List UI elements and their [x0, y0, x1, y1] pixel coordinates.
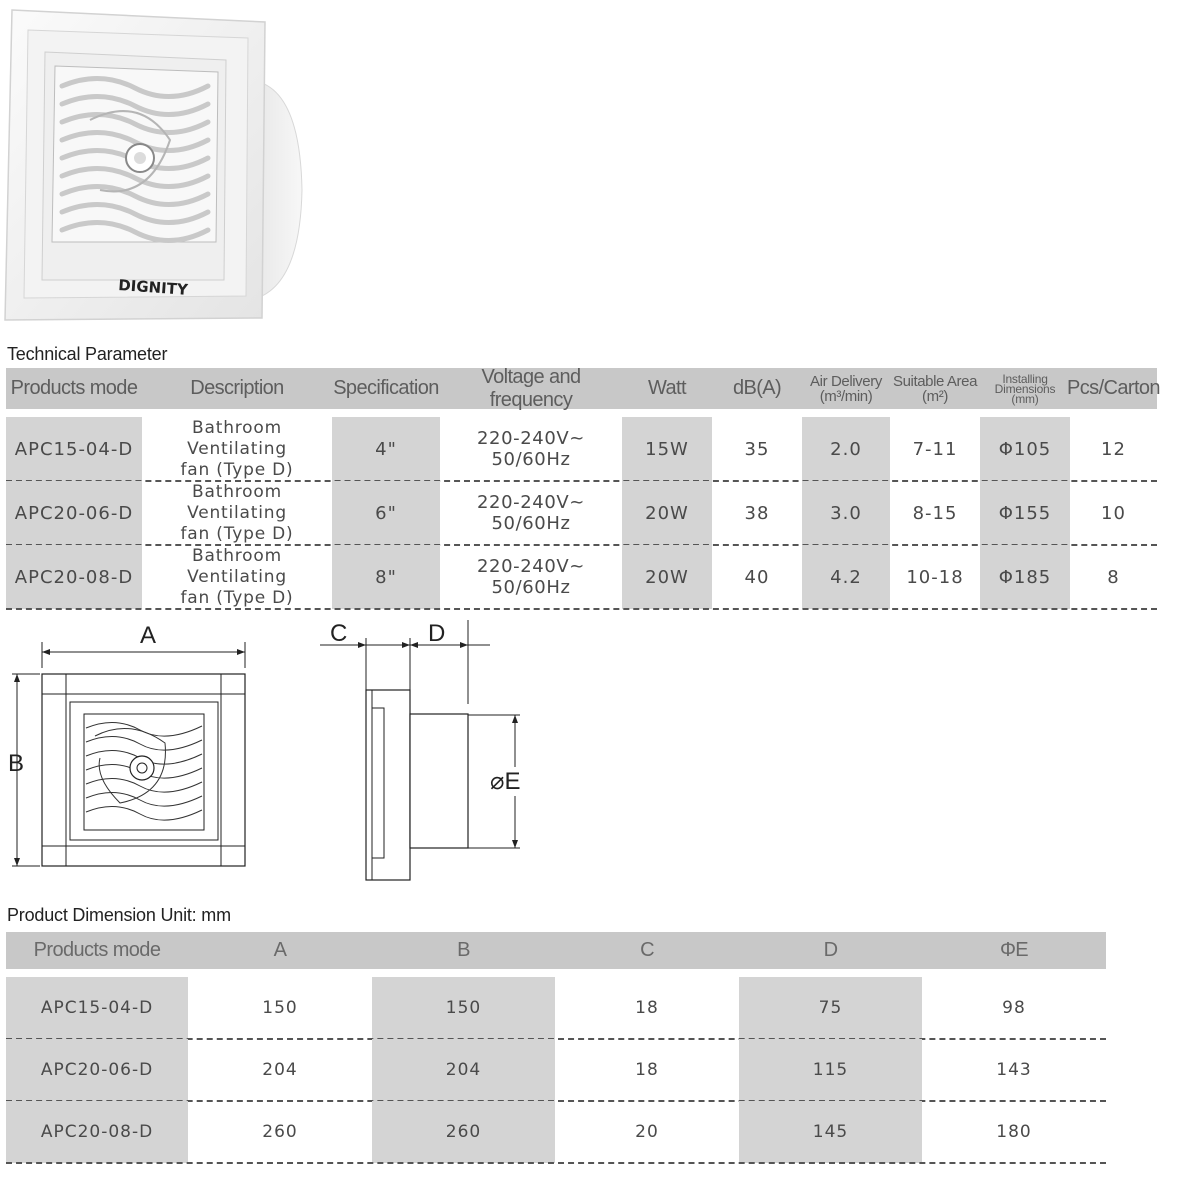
cell-b: 150: [372, 977, 555, 1039]
header-products-mode: Products mode: [33, 939, 161, 961]
header-db: dB(A): [732, 377, 782, 399]
description-line-1: Bathroom Ventilating: [187, 545, 287, 587]
header-voltage-frequency: Voltage and frequency: [481, 365, 581, 411]
installing-label-3: (mm): [1011, 391, 1039, 406]
table-row: [6, 545, 1157, 609]
brand-logo-text: DIGNITY: [117, 276, 189, 299]
cell-description: [142, 545, 332, 609]
description-line-2: fan (Type D): [180, 459, 294, 480]
cell-d: 115: [739, 1039, 922, 1101]
header-air-delivery: [802, 368, 890, 409]
table-row: [6, 1101, 1106, 1163]
cell-mode: APC20-08-D: [6, 545, 142, 609]
cell-pcs: 8: [1107, 566, 1120, 588]
table-row: [6, 481, 1157, 545]
cell-description: [142, 481, 332, 545]
cell-mode: APC20-08-D: [6, 1101, 188, 1163]
header-pcs-carton: Pcs/Carton: [1067, 377, 1160, 399]
cell-d: 75: [739, 977, 922, 1039]
suitable-area-unit: (m²): [922, 387, 948, 405]
cell-installing: Φ105: [980, 417, 1070, 481]
cell-specification: 6": [332, 481, 440, 545]
side-view-drawing: [310, 618, 540, 888]
table-row: [6, 977, 1106, 1039]
technical-parameter-title: Technical Parameter: [7, 344, 168, 364]
cell-voltage: 220-240V~ 50/60Hz: [476, 428, 585, 470]
table-row: [6, 1039, 1106, 1101]
cell-a: 204: [262, 1060, 298, 1080]
header-products-mode: Products mode: [10, 377, 138, 399]
cell-voltage: 220-240V~ 50/60Hz: [476, 556, 585, 598]
cell-description: [142, 417, 332, 481]
header-watt: Watt: [648, 377, 686, 399]
cell-watt: 20W: [622, 545, 712, 609]
dimension-label-c: C: [330, 620, 348, 647]
front-view-drawing: [0, 618, 270, 878]
cell-watt: 15W: [622, 417, 712, 481]
cell-air-delivery: 2.0: [802, 417, 890, 481]
suitable-area-label: Suitable Area: [892, 372, 978, 390]
cell-suitable-area: 7-11: [912, 438, 958, 460]
cell-d: 145: [739, 1101, 922, 1163]
cell-mode: APC20-06-D: [6, 481, 142, 545]
header-specification: Specification: [333, 377, 439, 399]
cell-db: 38: [744, 502, 770, 524]
air-delivery-label: Air Delivery: [810, 372, 882, 390]
cell-pcs: 10: [1101, 502, 1126, 524]
header-c: C: [640, 939, 654, 961]
installing-label-1: Installing: [1002, 371, 1048, 386]
cell-suitable-area: 8-15: [912, 502, 958, 524]
product-photo: [0, 0, 320, 330]
air-delivery-unit: (m³/min): [819, 387, 873, 405]
cell-e: 180: [996, 1122, 1032, 1142]
header-a: A: [273, 939, 287, 961]
dimension-label-e: ⌀E: [490, 768, 521, 795]
product-dimension-title: Product Dimension Unit: mm: [7, 905, 231, 925]
cell-suitable-area: 10-18: [906, 566, 964, 588]
cell-a: 150: [262, 998, 298, 1018]
row-separator: [6, 1162, 1106, 1164]
row-separator: [6, 608, 1157, 610]
cell-air-delivery: 3.0: [802, 481, 890, 545]
cell-watt: 20W: [622, 481, 712, 545]
cell-c: 20: [635, 1122, 659, 1142]
table-header-row: [6, 932, 1106, 969]
cell-b: 204: [372, 1039, 555, 1101]
cell-e: 98: [1002, 998, 1026, 1018]
header-b: B: [457, 939, 470, 961]
installing-label-2: Dimensions: [994, 381, 1056, 396]
cell-installing: Φ185: [980, 545, 1070, 609]
dimension-label-d: D: [428, 620, 446, 647]
cell-b: 260: [372, 1101, 555, 1163]
cell-mode: APC15-04-D: [6, 977, 188, 1039]
header-d: D: [823, 939, 838, 961]
table-header-row: [6, 365, 1160, 411]
table-row: [6, 417, 1157, 481]
cell-air-delivery: 4.2: [802, 545, 890, 609]
cell-db: 35: [744, 438, 770, 460]
cell-specification: 4": [332, 417, 440, 481]
description-line-2: fan (Type D): [180, 523, 294, 544]
dimension-label-a: A: [140, 622, 157, 649]
cell-mode: APC15-04-D: [6, 417, 142, 481]
header-suitable-area: [890, 368, 980, 409]
cell-c: 18: [635, 998, 659, 1018]
cell-a: 260: [262, 1122, 298, 1142]
cell-installing: Φ155: [980, 481, 1070, 545]
cell-c: 18: [635, 1060, 659, 1080]
header-description: Description: [190, 377, 284, 399]
header-e: ΦE: [999, 939, 1029, 961]
description-line-2: fan (Type D): [180, 587, 294, 608]
cell-db: 40: [744, 566, 770, 588]
description-line-1: Bathroom Ventilating: [187, 481, 287, 523]
header-installing-dimensions: [980, 368, 1070, 409]
cell-pcs: 12: [1101, 438, 1126, 460]
cell-mode: APC20-06-D: [6, 1039, 188, 1101]
cell-specification: 8": [332, 545, 440, 609]
description-line-1: Bathroom Ventilating: [187, 417, 287, 459]
cell-voltage: 220-240V~ 50/60Hz: [476, 492, 585, 534]
dimension-label-b: B: [8, 750, 25, 777]
cell-e: 143: [996, 1060, 1032, 1080]
